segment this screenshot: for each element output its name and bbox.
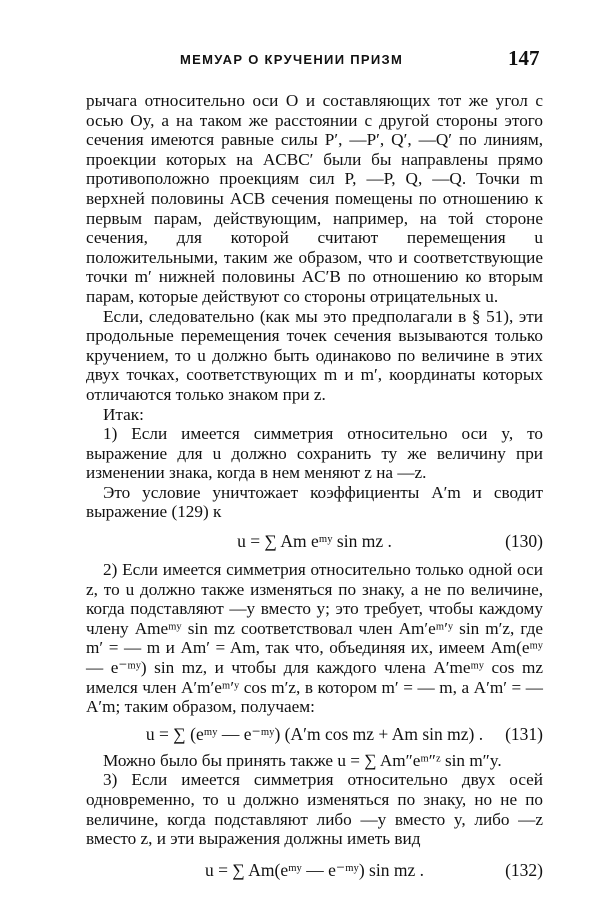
paragraph-7: Можно было бы принять также u = ∑ Am″eᵐ″ᶻ sin m″y. xyxy=(103,750,502,770)
page-body xyxy=(86,91,543,891)
formula-132-expression: u = ∑ Am(eᵐʸ — e⁻ᵐʸ) sin mz . xyxy=(205,859,424,880)
formula-131 xyxy=(86,717,543,751)
paragraph-8: 3) Если имеется симметрия относительно двух осей одновременно, то u должно изменяться по знаку, но не по величине, когда подставляют либо —y вместо y, либо —z вместо z, и эти выражения должны иметь вид xyxy=(86,770,543,849)
formula-132 xyxy=(86,849,543,891)
paragraph-5: Это условие уничтожает коэффициенты A′m и сводит выражение (129) к xyxy=(86,482,543,522)
formula-130-expression: u = ∑ Am eᵐʸ sin mz . xyxy=(237,531,392,552)
paragraph-3: Итак: xyxy=(103,404,144,424)
paragraph-6: 2) Если имеется симметрия относительно только одной оси z, то u должно также изменяться по знаку, а не по величине, когда подставляют —y вместо y; это требует, чтобы каждому члену Ameᵐʸ sin mz соответствовал член Am′eᵐ′ʸ sin m′z, где m′ = — m и Am′ = Am, так что, объединяя их, имеем Am(eᵐʸ — e⁻ᵐʸ) sin mz, и чтобы для каждого члена A′meᵐʸ cos mz имелся член A′m′eᵐ′ʸ cos m′z, в котором m′ = — m, а A′m′ = — A′m; таким образом, получаем: xyxy=(86,560,543,717)
running-title: МЕМУАР О КРУЧЕНИИ ПРИЗМ xyxy=(180,52,404,67)
formula-131-expression: u = ∑ (eᵐʸ — e⁻ᵐʸ) (A′m cos mz + Am sin mz) . xyxy=(145,723,484,744)
paragraph-2: Если, следовательно (как мы это предполагали в § 51), эти продольные перемещения точек сечения вызываются только кручением, то u должно быть одинаково по величине в этих двух точках, соответствующих m и m′, координаты которых отличаются только знаком при z. xyxy=(86,306,543,404)
formula-131-number: (131) xyxy=(505,723,543,744)
paragraph-1: рычага относительно оси O и составляющих тот же угол с осью Oy, а на таком же расстоянии с другой стороны этого сечения имеются равные силы P′, —P′, Q′, —Q′ по линиям, проекции которых на ACBC′ были бы направлены прямо противоположно проекциям сил P, —P, Q, —Q. Точки m верхней половины ACB сечения помещены по отношению к первым парам, действующим, например, на той стороне сечения, для которой считают перемещения u положительными, таким же образом, что и соответствующие точки m′ нижней половины AC′B по отношению ко вторым парам, которые действуют со стороны отрицательных u. xyxy=(86,91,543,306)
formula-130-number: (130) xyxy=(505,531,543,552)
formula-132-number: (132) xyxy=(505,859,543,880)
formula-130 xyxy=(86,522,543,560)
paragraph-4: 1) Если имеется симметрия относительно оси y, то выражение для u должно сохранить ту же величину при изменении знака, когда в нем меняют z на —z. xyxy=(86,424,543,483)
page-number: 147 xyxy=(508,46,540,70)
